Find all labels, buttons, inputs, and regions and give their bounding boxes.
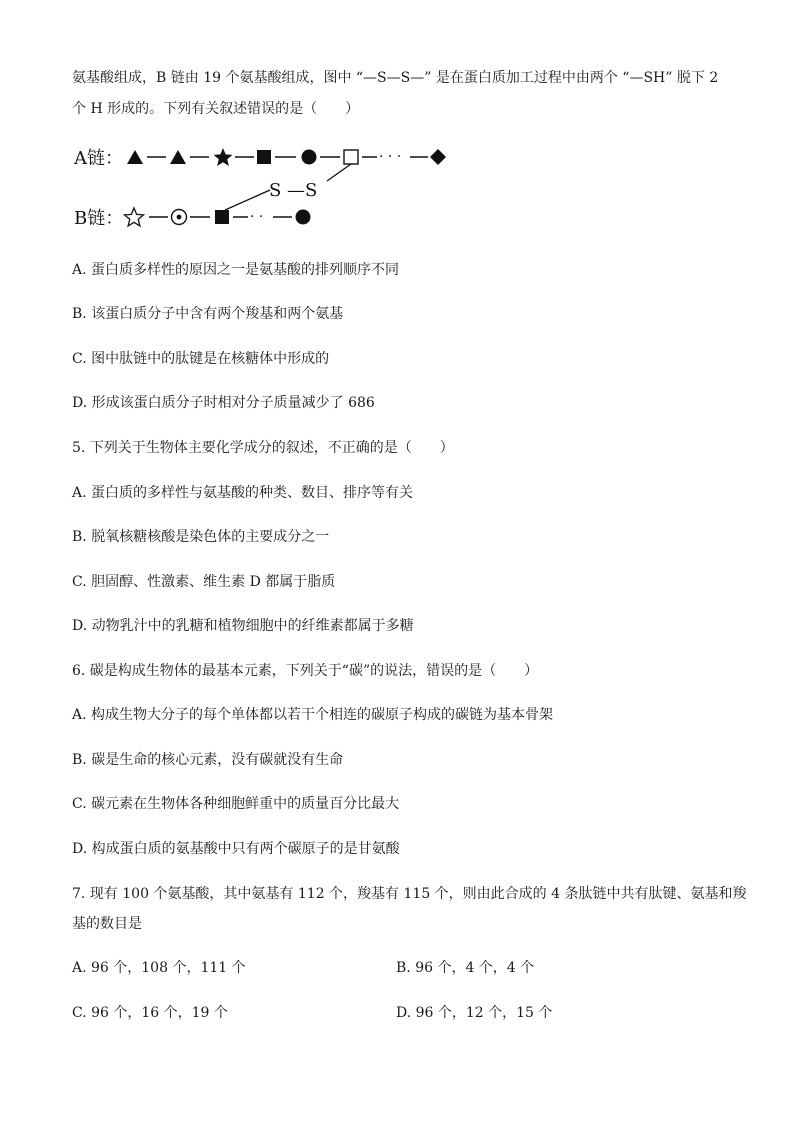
triangle-shape xyxy=(127,150,143,164)
open-star-shape xyxy=(125,208,144,226)
q6-stem: 6. 碳是构成生物体的最基本元素，下列关于“碳”的说法，错误的是（ ） xyxy=(72,663,539,679)
chain-b-label: B链： xyxy=(74,208,124,229)
q6-option-b: B. 碳是生命的核心元素，没有碳就没有生命 xyxy=(72,752,344,768)
q6-option-c: C. 碳元素在生物体各种细胞鲜重中的质量百分比最大 xyxy=(72,796,400,812)
q5-option-a: A. 蛋白质的多样性与氨基酸的种类、数目、排序等有关 xyxy=(72,485,414,501)
diamond-shape xyxy=(430,149,446,165)
q4-option-a: A. 蛋白质多样性的原因之一是氨基酸的排列顺序不同 xyxy=(72,262,400,278)
q7-stem-line-2: 基的数目是 xyxy=(72,916,142,932)
triangle-shape xyxy=(170,150,186,164)
q7-option-b: B. 96 个，4 个，4 个 xyxy=(396,960,535,976)
q6-option-d: D. 构成蛋白质的氨基酸中只有两个碳原子的是甘氨酸 xyxy=(72,841,400,857)
chain-a-ellipsis: · · · xyxy=(379,149,402,165)
q5-option-c: C. 胆固醇、性激素、维生素 D 都属于脂质 xyxy=(72,574,336,590)
q5-stem: 5. 下列关于生物体主要化学成分的叙述，不正确的是（ ） xyxy=(72,440,454,456)
q7-option-a: A. 96 个，108 个，111 个 xyxy=(72,960,246,976)
q7-stem-line-1: 7. 现有 100 个氨基酸，其中氨基有 112 个，羧基有 115 个，则由此合成的 4 条肽链中共有肽键、氨基和羧 xyxy=(72,886,747,902)
q4-option-c: C. 图中肽链中的肽键是在核糖体中形成的 xyxy=(72,351,330,367)
q7-option-c: C. 96 个，16 个，19 个 xyxy=(72,1005,228,1021)
q5-option-d: D. 动物乳汁中的乳糖和植物细胞中的纤维素都属于多糖 xyxy=(72,618,414,634)
intro-line-1: 氨基酸组成，B 链由 19 个氨基酸组成，图中 “—S—S—” 是在蛋白质加工过程中由两个 “—SH” 脱下 2 xyxy=(72,70,719,86)
q6-option-a: A. 构成生物大分子的每个单体都以若干个相连的碳原子构成的碳链为基本骨架 xyxy=(72,707,554,723)
intro-line-2: 个 H 形成的。下列有关叙述错误的是（ ） xyxy=(72,101,360,117)
q4-option-b: B. 该蛋白质分子中含有两个羧基和两个氨基 xyxy=(72,306,344,322)
disulfide-link-line xyxy=(327,164,351,181)
circle-shape xyxy=(296,210,311,225)
square-shape xyxy=(215,210,229,224)
q7-option-d: D. 96 个，12 个，15 个 xyxy=(396,1005,553,1021)
open-square-shape xyxy=(344,150,358,164)
disulfide-bond-label: S —S xyxy=(269,180,318,201)
q4-option-d: D. 形成该蛋白质分子时相对分子质量减少了 686 xyxy=(72,395,375,411)
peptide-chain-diagram xyxy=(72,140,492,240)
star-shape xyxy=(214,148,233,166)
circle-shape xyxy=(302,150,317,165)
chain-b-ellipsis: · · xyxy=(250,209,264,225)
q5-option-b: B. 脱氧核糖核酸是染色体的主要成分之一 xyxy=(72,529,330,545)
disulfide-link-line xyxy=(225,190,270,210)
square-shape xyxy=(257,150,271,164)
chain-a-label: A链： xyxy=(74,148,123,169)
dotted-circle-center xyxy=(177,215,182,220)
